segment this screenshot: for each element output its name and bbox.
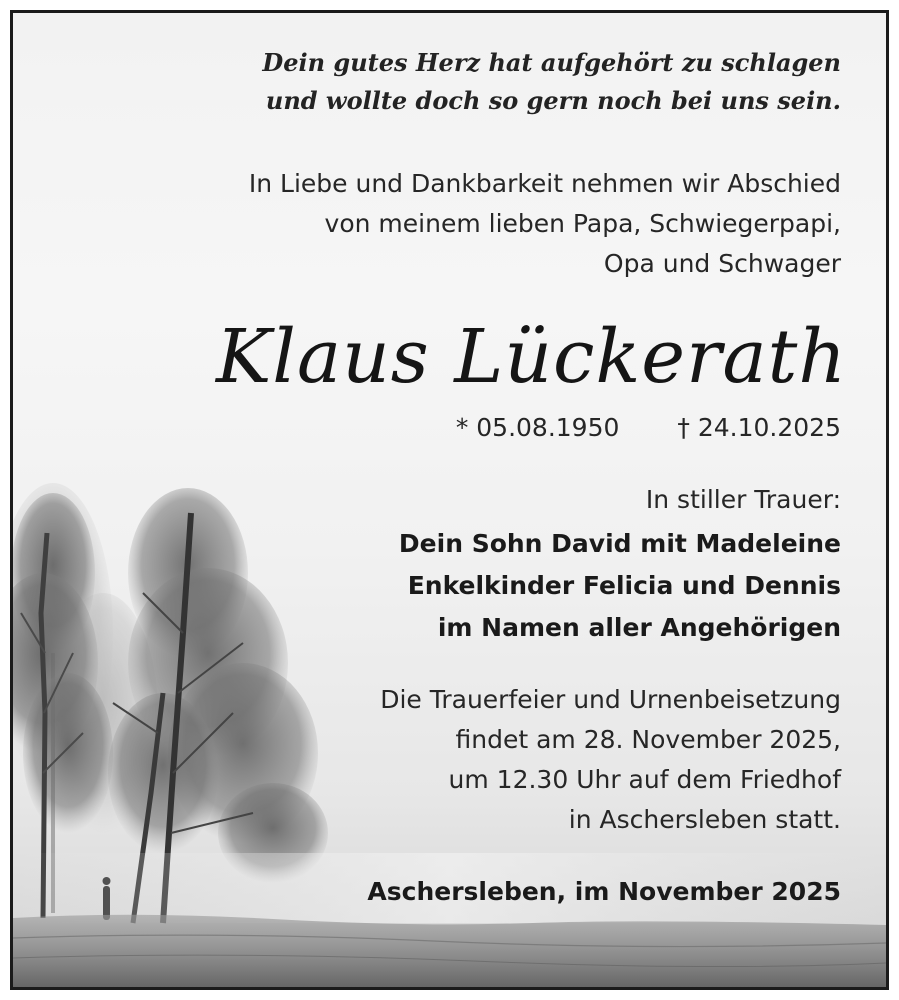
ceremony-line: findet am 28. November 2025, [455,725,841,754]
life-dates [456,408,841,448]
mourners-list [399,523,841,649]
intro-line: In Liebe und Dankbarkeit nehmen wir Abschied [248,169,841,198]
death-date: † 24.10.2025 [677,413,841,442]
place-and-date: Aschersleben, im November 2025 [367,877,841,906]
motto-verse [262,44,841,120]
intro-line: Opa und Schwager [603,249,841,278]
mourner-line: im Namen aller Angehörigen [437,613,841,642]
mourner-line: Enkelkinder Felicia und Dennis [407,571,841,600]
mourners-intro: In stiller Trauer: [645,485,841,514]
farewell-intro [249,164,841,284]
ceremony-line: um 12.30 Uhr auf dem Friedhof [448,765,841,794]
motto-line: und wollte doch so gern noch bei uns sein. [265,86,841,115]
birth-date: * 05.08.1950 [455,413,620,442]
ceremony-info [380,680,841,840]
ceremony-line: Die Trauerfeier und Urnenbeisetzung [380,685,841,714]
motto-line: Dein gutes Herz hat aufgehört zu schlagen [262,48,841,77]
mourner-line: Dein Sohn David mit Madeleine [398,529,841,558]
deceased-name: Klaus Lückerath [216,314,847,400]
ceremony-line: in Aschersleben statt. [568,805,841,834]
meadow-ground [13,915,886,987]
intro-line: von meinem lieben Papa, Schwiegerpapi, [324,209,841,238]
